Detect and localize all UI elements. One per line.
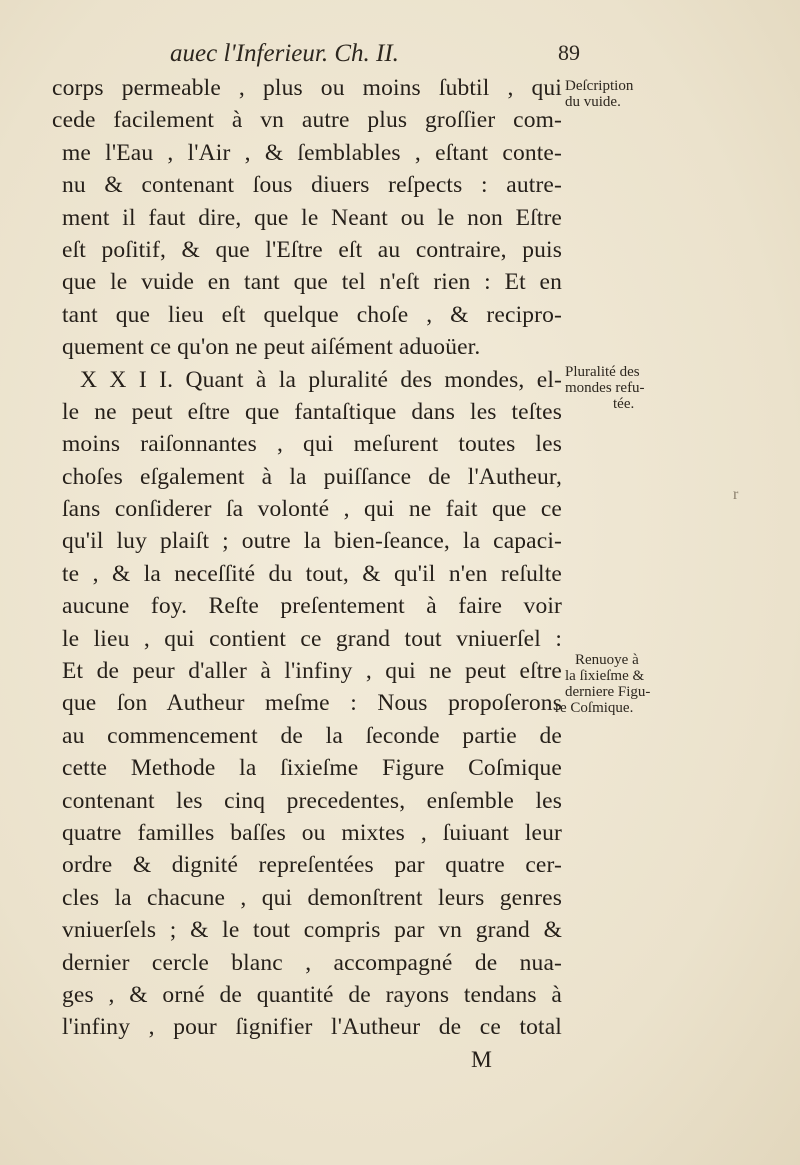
text-line: qu'il luy plaiſt ; outre la bien-ſeance, la capaci- <box>62 528 562 555</box>
text-line: eſt poſitif, & que l'Eſtre eſt au contraire, puis <box>62 236 562 263</box>
text-line: quement ce qu'on ne peut aiſément aduoüer. <box>62 334 481 361</box>
body-text <box>52 72 562 1076</box>
text-line: ment il faut dire, que le Neant ou le non Eſtre <box>62 204 562 231</box>
text-line: au commencement de la ſeconde partie de <box>62 722 562 749</box>
text-line: que le vuide en tant que tel n'eſt rien : Et en <box>62 269 562 296</box>
text-line: Et de peur d'aller à l'infiny , qui ne peut eſtre <box>62 658 562 685</box>
text-line: cede facilement à vn autre plus groſſier com- <box>52 107 562 134</box>
text-line: que ſon Autheur meſme : Nous propoſerons <box>62 690 562 717</box>
margin-note-pluralite-des-mondes: Pluralité des mondes refu- tée. <box>565 364 645 412</box>
text-line: le ne peut eſtre que fantaſtique dans les teſtes <box>62 398 562 425</box>
text-line: cles la chacune , qui demonſtrent leurs genres <box>62 884 562 911</box>
page-header <box>170 40 580 74</box>
running-title: auec l'Inferieur. Ch. II. <box>170 40 399 67</box>
stray-ink-mark: r <box>733 486 739 503</box>
text-line: me l'Eau , l'Air , & ſemblables , eſtant conte- <box>62 139 562 166</box>
text-line: cette Methode la ſixieſme Figure Coſmique <box>62 755 562 782</box>
page-number: 89 <box>558 40 580 65</box>
text-line: choſes eſgalement à la puiſſance de l'Autheur, <box>62 463 562 490</box>
margin-note-renuoye-figure-cosmique: Renuoye à la ſixieſme & derniere Figu- re Coſmique. <box>555 652 651 716</box>
text-line: dernier cercle blanc , accompagné de nua- <box>62 949 562 976</box>
text-line: quatre familles baſſes ou mixtes , ſuiuant leur <box>62 819 562 846</box>
text-line: aucune foy. Reſte preſentement à faire voir <box>62 593 562 620</box>
text-line: tant que lieu eſt quelque choſe , & recipro- <box>62 301 562 328</box>
text-line: corps permeable , plus ou moins ſubtil , qui <box>52 75 562 101</box>
text-line: moins raiſonnantes , qui meſurent toutes les <box>62 431 562 458</box>
text-line: le lieu , qui contient ce grand tout vniuerſel : <box>62 625 562 652</box>
signature-mark: M <box>470 1046 492 1073</box>
text-line: X X I I. Quant à la pluralité des mondes, el- <box>80 366 562 393</box>
margin-note-description-du-vuide: Deſcription du vuide. <box>565 78 634 110</box>
text-line: te , & la neceſſité du tout, & qu'il n'en reſulte <box>62 560 562 587</box>
text-line: ſans conſiderer ſa volonté , qui ne fait que ce <box>62 496 562 523</box>
text-line: ges , & orné de quantité de rayons tendans à <box>62 981 562 1008</box>
text-line: nu & contenant ſous diuers reſpects : autre- <box>62 172 562 199</box>
text-line: ordre & dignité repreſentées par quatre cer- <box>62 852 562 879</box>
text-line: contenant les cinq precedentes, enſemble les <box>62 787 562 814</box>
text-line: vniuerſels ; & le tout compris par vn grand & <box>62 917 562 944</box>
text-line: l'infiny , pour ſignifier l'Autheur de ce total <box>62 1014 562 1041</box>
